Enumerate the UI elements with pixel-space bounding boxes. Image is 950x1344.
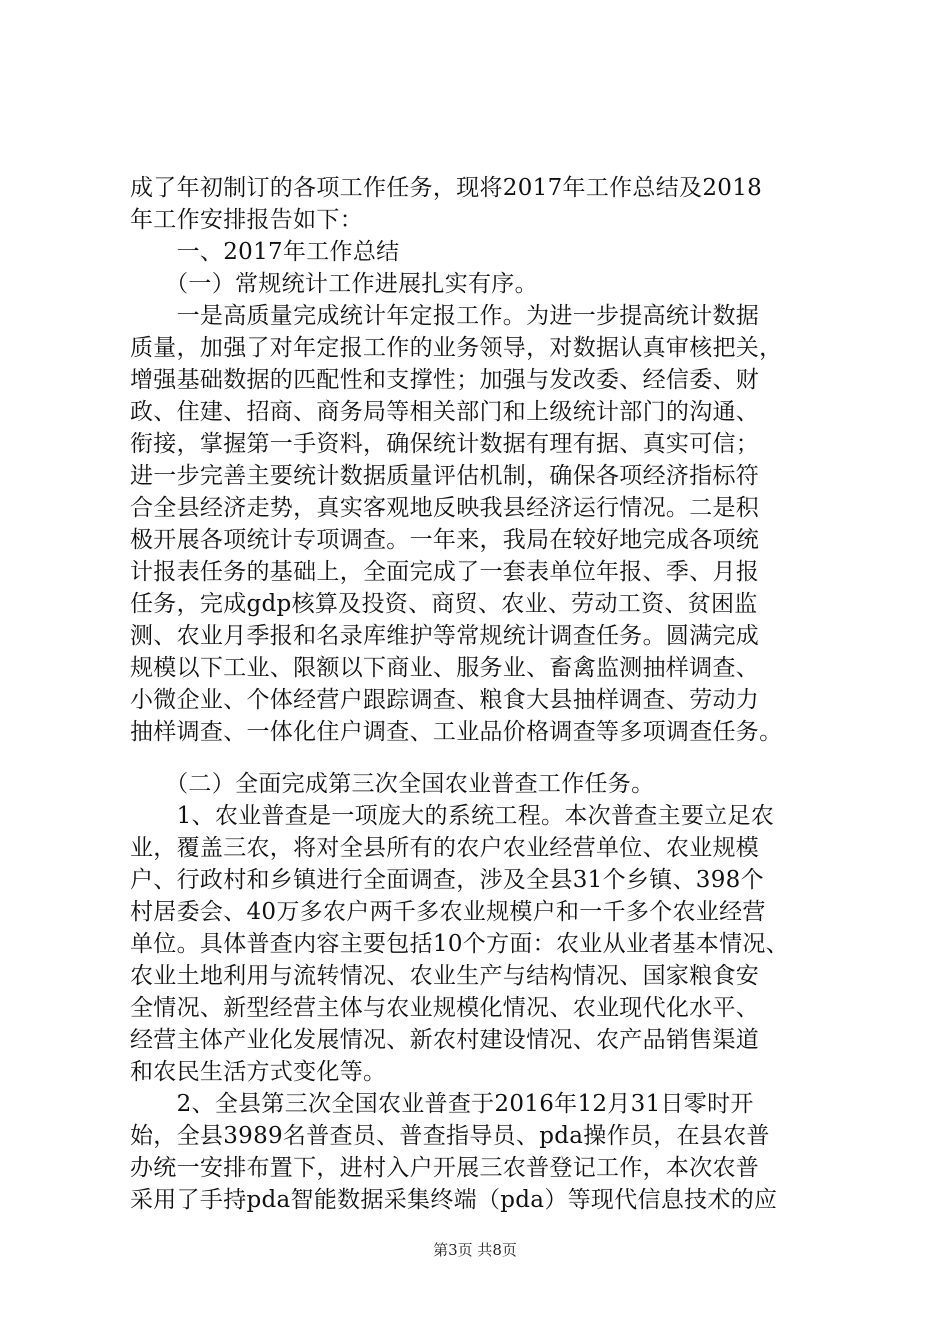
text-line: 一是高质量完成统计年定报工作。为进一步提高统计数据 <box>130 303 760 329</box>
section-heading: 一、2017年工作总结 <box>130 239 400 265</box>
text-line: 任务，完成gdp核算及投资、商贸、农业、劳动工资、贫困监 <box>130 591 758 617</box>
page-number-footer: 第3页 共8页 <box>433 1241 517 1259</box>
text-line: 全情况、新型经营主体与农业规模化情况、农业现代化水平、 <box>130 995 760 1021</box>
text-line: 抽样调查、一体化住户调查、工业品价格调查等多项调查任务。 <box>130 719 783 745</box>
text-line: 年工作安排报告如下： <box>130 207 363 233</box>
subsection-heading: （一）常规统计工作进展扎实有序。 <box>130 271 538 297</box>
text-line: 始，全县3989名普查员、普查指导员、pda操作员，在县农普 <box>130 1123 770 1149</box>
text-line: 农业土地利用与流转情况、农业生产与结构情况、国家粮食安 <box>130 963 760 989</box>
text-line: 单位。具体普查内容主要包括10个方面：农业从业者基本情况、 <box>130 931 789 957</box>
text-line: 测、农业月季报和名录库维护等常规统计调查任务。圆满完成 <box>130 623 760 649</box>
text-line: 衔接，掌握第一手资料，确保统计数据有理有据、真实可信； <box>130 431 760 457</box>
text-line: 成了年初制订的各项工作任务，现将2017年工作总结及2018 <box>130 175 763 201</box>
text-line: 极开展各项统计专项调查。一年来，我局在较好地完成各项统 <box>130 527 760 553</box>
text-line: 村居委会、40万多农户两千多农业规模户和一千多个农业经营 <box>130 899 766 925</box>
text-line: 合全县经济走势，真实客观地反映我县经济运行情况。二是积 <box>130 495 760 521</box>
subsection-heading: （二）全面完成第三次全国农业普查工作任务。 <box>130 771 655 797</box>
text-line: 户、行政村和乡镇进行全面调查，涉及全县31个乡镇、398个 <box>130 867 764 893</box>
text-line: 政、住建、招商、商务局等相关部门和上级统计部门的沟通、 <box>130 399 760 425</box>
text-line: 计报表任务的基础上，全面完成了一套表单位年报、季、月报 <box>130 559 760 585</box>
text-line: 规模以下工业、限额以下商业、服务业、畜禽监测抽样调查、 <box>130 655 760 681</box>
text-line: 进一步完善主要统计数据质量评估机制，确保各项经济指标符 <box>130 463 760 489</box>
text-line: 1、农业普查是一项庞大的系统工程。本次普查主要立足农 <box>130 803 775 829</box>
text-line: 增强基础数据的匹配性和支撑性；加强与发改委、经信委、财 <box>130 367 760 393</box>
text-line: 业，覆盖三农，将对全县所有的农户农业经营单位、农业规模 <box>130 835 760 861</box>
body-text <box>130 172 842 1216</box>
text-line: 经营主体产业化发展情况、新农村建设情况、农产品销售渠道 <box>130 1027 760 1053</box>
text-line: 采用了手持pda智能数据采集终端（pda）等现代信息技术的应 <box>130 1187 778 1213</box>
text-line: 2、全县第三次全国农业普查于2016年12月31日零时开 <box>130 1091 754 1117</box>
text-line: 质量，加强了对年定报工作的业务领导，对数据认真审核把关， <box>130 335 783 361</box>
text-line: 小微企业、个体经营户跟踪调查、粮食大县抽样调查、劳动力 <box>130 687 760 713</box>
paragraph-gap <box>130 748 842 768</box>
text-line: 和农民生活方式变化等。 <box>130 1059 387 1085</box>
text-line: 办统一安排布置下，进村入户开展三农普登记工作，本次农普 <box>130 1155 760 1181</box>
